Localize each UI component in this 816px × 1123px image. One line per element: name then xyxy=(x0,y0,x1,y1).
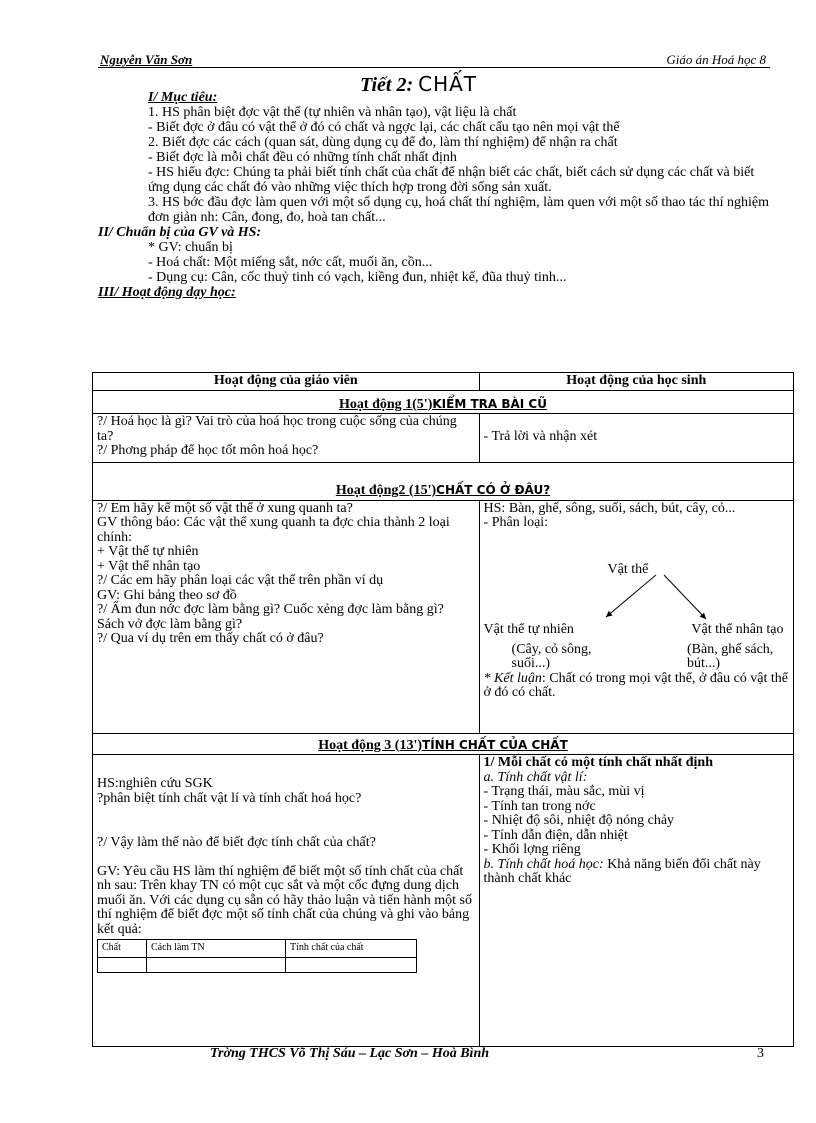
diagram-left: Vật thể tự nhiên xyxy=(483,621,574,637)
activity1-row xyxy=(93,414,794,463)
right-examples: (Bàn, ghế sách, bút...) xyxy=(687,641,774,671)
student-line: HS: Bàn, ghế, sông, suối, sách, bút, cây, cỏ... xyxy=(483,500,736,516)
activity2-title-row xyxy=(93,463,794,501)
physical-item: - Khối lợng riêng xyxy=(483,842,581,857)
header-subject: Giáo án Hoá học 8 xyxy=(666,52,766,67)
teacher-line: GV thông báo: Các vật thể xung quanh ta đợc chia thành 2 loại chính: xyxy=(97,515,450,545)
teacher-line: ?/ Em hãy kể một số vật thể ở xung quanh ta? xyxy=(97,500,353,516)
conclusion-label: * Kết luận xyxy=(483,670,542,686)
physical-item: - Trạng thái, màu sắc, mùi vị xyxy=(483,784,645,799)
arrow-right xyxy=(664,575,706,619)
footer-school: Trờng THCS Võ Thị Sáu – Lạc Sơn – Hoà Bình xyxy=(210,1046,490,1061)
lesson-name: CHẤT xyxy=(418,72,478,96)
student-line: - Phân loại: xyxy=(483,515,549,530)
classification-diagram xyxy=(484,531,789,643)
activity3-title: Hoạt động 3 (13')TÍNH CHẤT CỦA CHẤT xyxy=(93,733,794,755)
activity3-title-row xyxy=(93,733,794,755)
chemical-label: b. Tính chất hoá học: xyxy=(483,856,604,872)
teacher-line: ?phân biệt tính chất vật lí và tính chất hoá học? xyxy=(97,790,362,806)
diagram-right: Vật thể nhân tạo xyxy=(691,621,784,637)
objective-line: 2. Biết đợc các cách (quan sát, dùng dụng cụ để đo, làm thí nghiệm) để nhận ra chất xyxy=(148,135,618,150)
physical-item: - Tính dẫn điện, dẫn nhiệt xyxy=(483,827,628,843)
physical-item: - Tính tan trong nớc xyxy=(483,798,596,814)
preparation-line: - Dụng cụ: Cân, cốc thuỷ tinh có vạch, kiềng đun, nhiệt kế, đũa thuỷ tinh... xyxy=(148,270,567,285)
physical-label: a. Tính chất vật lí: xyxy=(483,769,588,785)
objective-line: 3. HS bớc đầu đợc làm quen với một số dụng cụ, hoá chất thí nghiệm, làm quen với một số thao tác thí nghiệm đơn giản nh: Cân, đong, đo, hoà tan chất... xyxy=(148,195,770,225)
col-teacher-header: Hoạt động của giáo viên xyxy=(93,373,480,391)
lesson-number: Tiết 2: xyxy=(360,74,414,96)
preparation-line: * GV: chuẩn bị xyxy=(148,240,233,255)
teacher-line: ?/ Hoá học là gì? Vai trò của hoá học trong cuộc sống của chúng ta? xyxy=(97,414,457,444)
lesson-table xyxy=(92,372,794,1047)
teacher-line: + Vật thể nhân tạo xyxy=(97,558,201,574)
objectives-section xyxy=(98,90,770,300)
mini-col-substance: Chất xyxy=(98,940,147,958)
conclusion xyxy=(484,672,789,701)
activity2-teacher xyxy=(93,500,480,733)
left-examples: (Cây, cỏ sông, suối...) xyxy=(511,641,592,671)
teacher-line: GV: Yêu cầu HS làm thí nghiệm để biết một số tính chất của chất nh sau: Trên khay TN có một cục sắt và một cốc đựng dung dịch muối ăn. Với các dụng cụ sẵn có hãy thảo luận và tiến hành một số thí nghiệm để biết đợc một số tính chất của chúng và ghi vào bảng kết quả: xyxy=(97,863,472,937)
activity2-row xyxy=(93,500,794,733)
activity2-title: Hoạt động2 (15')CHẤT CÓ Ở ĐÂU? xyxy=(93,463,794,501)
activity1-student: - Trả lời và nhận xét xyxy=(479,414,793,463)
objective-line: - HS hiểu đợc: Chúng ta phải biết tính chất của chất để nhận biết các chất, biết cách sử dụng các chất và biết ứng dụng các chất đó vào những việc thích hợp trong đời sống sản xuất. xyxy=(148,165,755,195)
mini-col-property: Tính chất của chất xyxy=(286,940,417,958)
teacher-line: + Vật thể tự nhiên xyxy=(97,544,199,559)
conclusion-text: : Chất có trong mọi vật thể, ở đâu có vật thể ở đó có chất. xyxy=(483,670,788,700)
activity3-student xyxy=(479,755,793,1047)
activity1-title: Hoạt động 1(5')KIỂM TRA BÀI CŨ xyxy=(93,390,794,414)
activity1-title-row xyxy=(93,390,794,414)
physical-item: - Nhiệt độ sôi, nhiệt độ nóng chảy xyxy=(483,813,675,828)
page-number: 3 xyxy=(757,1046,764,1061)
teacher-line: GV: Ghi bảng theo sơ đồ xyxy=(97,587,237,603)
teacher-line: ?/ Vậy làm thế nào để biết đợc tính chất của chất? xyxy=(97,835,376,850)
activity2-student xyxy=(479,500,793,733)
teacher-line: ?/ Ấm đun nớc đợc làm bằng gì? Cuốc xẻng đợc làm bằng gì? Sách vở đợc làm bằng gì? xyxy=(97,602,444,632)
chemical xyxy=(484,858,789,887)
teacher-line: ?/ Phơng pháp để học tốt môn hoá học? xyxy=(97,443,319,458)
mini-col-method: Cách làm TN xyxy=(147,940,286,958)
objective-line: - Biết đợc ở đâu có vật thể ở đó có chất và ngợc lại, các chất cấu tạo nên mọi vật thể xyxy=(148,120,620,135)
diagram-examples xyxy=(484,643,789,672)
results-mini-table xyxy=(97,939,417,973)
preparation-heading: II/ Chuẩn bị của GV và HS: xyxy=(98,225,262,240)
activity3-row xyxy=(93,755,794,1047)
header-author: Nguyễn Văn Sơn xyxy=(100,52,193,67)
header-divider xyxy=(98,67,770,68)
activity3-teacher xyxy=(93,755,480,1047)
activity1-teacher xyxy=(93,414,480,463)
col-student-header: Hoạt động của học sinh xyxy=(479,373,793,391)
chemical-text: Khả năng biến đổi chất này thành chất khác xyxy=(483,856,761,886)
teacher-line: ?/ Qua ví dụ trên em thấy chất có ở đâu? xyxy=(97,631,324,646)
objectives-heading: I/ Mục tiêu: xyxy=(148,90,218,105)
preparation-line: - Hoá chất: Một miếng sắt, nớc cất, muối ăn, cồn... xyxy=(148,255,433,270)
student-heading: 1/ Mỗi chất có một tính chất nhất định xyxy=(483,755,713,770)
diagram-root: Vật thể xyxy=(607,561,649,577)
activities-heading: III/ Hoạt động dạy học: xyxy=(98,285,236,300)
diagram-branches xyxy=(484,623,784,638)
teacher-line: ?/ Các em hãy phân loại các vật thể trên phần ví dụ xyxy=(97,573,384,588)
teacher-line: HS:nghiên cứu SGK xyxy=(97,776,213,791)
objective-line: - Biết đợc là mỗi chất đều có những tính chất nhất định xyxy=(148,150,457,165)
arrow-left xyxy=(606,575,656,617)
objective-line: 1. HS phân biệt đợc vật thể (tự nhiên và nhân tạo), vật liệu là chất xyxy=(148,105,517,120)
table-header-row xyxy=(93,373,794,391)
